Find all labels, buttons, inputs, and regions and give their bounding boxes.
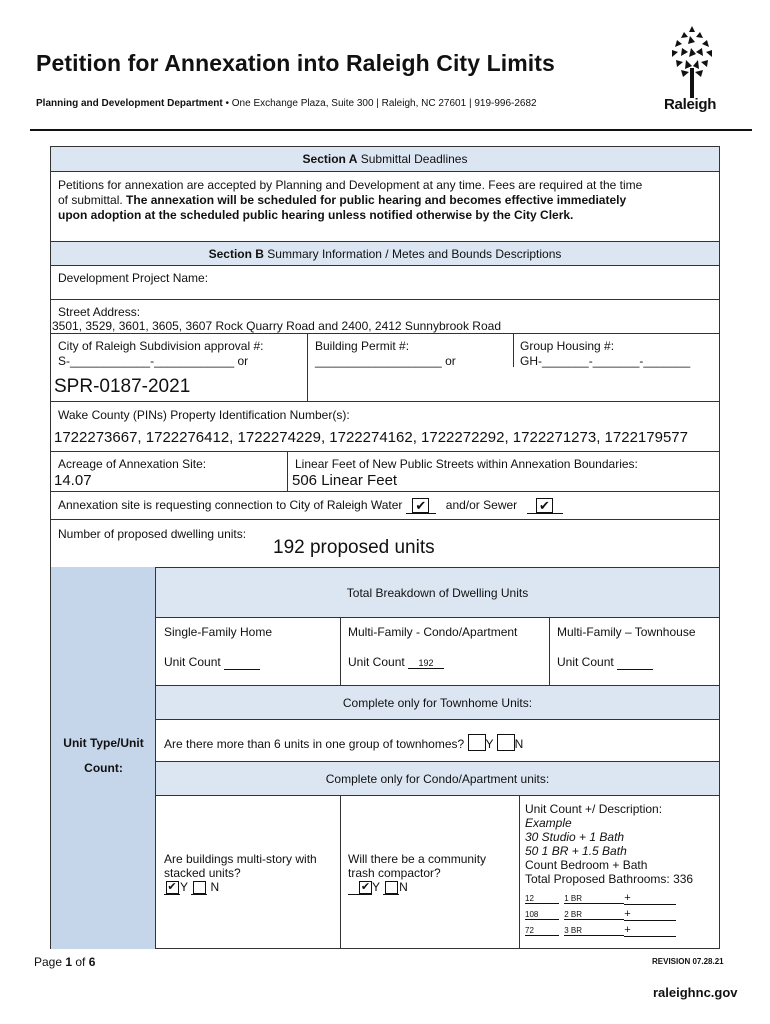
linear-feet-value: 506 Linear Feet xyxy=(292,472,398,489)
subdivision-label: City of Raleigh Subdivision approval #: xyxy=(58,339,264,353)
section-b-title: Summary Information / Metes and Bounds Descriptions xyxy=(263,247,562,261)
connection-label: Annexation site is requesting connection to City of Raleigh Water xyxy=(58,498,403,512)
unit-types-divider-1 xyxy=(340,618,341,685)
linear-feet-label: Linear Feet of New Public Streets within Annexation Boundaries: xyxy=(295,457,638,471)
townhome-question-row xyxy=(156,719,719,761)
townhome-question xyxy=(164,734,523,751)
section-a-body xyxy=(51,171,719,241)
section-b-header xyxy=(51,241,719,265)
condo-questions-row xyxy=(156,795,719,949)
page-prefix: Page xyxy=(34,955,66,969)
example-label: Example xyxy=(525,816,572,830)
townhome-yes-checkbox[interactable] xyxy=(468,734,486,751)
group-housing-blank[interactable]: GH-_______-_______-_______ xyxy=(520,354,691,368)
bedroom-count-1: 12 xyxy=(525,894,559,904)
section-a-title: Submittal Deadlines xyxy=(357,152,468,166)
example-1: 30 Studio + 1 Bath xyxy=(525,830,625,844)
section-a-header xyxy=(51,147,719,171)
example-2: 50 1 BR + 1.5 Bath xyxy=(525,844,627,858)
water-checkbox[interactable] xyxy=(406,498,436,514)
approval-divider-1 xyxy=(307,334,308,401)
compactor-yes-label: Y xyxy=(372,880,380,894)
section-a-label: Section A xyxy=(302,152,358,166)
project-name-row[interactable] xyxy=(51,265,719,299)
single-family-label: Single-Family Home xyxy=(164,625,273,639)
unit-count-label: Unit Count xyxy=(557,655,614,669)
group-housing-label: Group Housing #: xyxy=(520,339,615,353)
count-header: Count Bedroom + Bath xyxy=(525,858,648,872)
department-name: Planning and Development Department xyxy=(36,98,223,109)
multi-town-count[interactable] xyxy=(557,655,653,670)
approval-divider-2 xyxy=(513,334,514,367)
street-address-label: Street Address: xyxy=(58,305,141,319)
bedroom-row-2[interactable] xyxy=(525,908,676,921)
bedroom-row-1[interactable] xyxy=(525,892,676,905)
bedroom-type-3: 3 BR xyxy=(564,926,624,936)
multistory-yes-label: Y xyxy=(180,880,188,894)
pins-label: Wake County (PINs) Property Identification Number(s): xyxy=(58,408,350,422)
compactor-no-label: N xyxy=(399,880,408,894)
townhome-no-label: N xyxy=(514,737,524,751)
pins-row xyxy=(51,401,719,451)
compactor-q2: trash compactor? xyxy=(348,866,441,880)
townhome-header xyxy=(156,685,719,719)
condo-count-value: 192 xyxy=(408,658,444,669)
condo-header xyxy=(156,761,719,795)
condo-divider-1 xyxy=(340,796,341,949)
unit-type-label-line2: Count: xyxy=(84,761,123,775)
multi-town-label: Multi-Family – Townhouse xyxy=(557,625,696,639)
unit-type-label-line1: Unit Type/Unit xyxy=(63,736,144,750)
annexation-form xyxy=(50,146,720,949)
unit-type-sidebar xyxy=(51,567,156,949)
multistory-q1: Are buildings multi-story with xyxy=(164,852,317,866)
page-number: 1 xyxy=(65,955,73,969)
connection-text xyxy=(58,498,563,514)
compactor-no-checkbox[interactable] xyxy=(385,881,398,894)
connection-row xyxy=(51,491,719,519)
acreage-label: Acreage of Annexation Site: xyxy=(58,457,207,471)
townhome-question-text: Are there more than 6 units in one group of townhomes? xyxy=(164,737,465,751)
section-a-text-1: Petitions for annexation are accepted by Planning and Development at any time. Fees are required at the time xyxy=(58,178,643,192)
revision-label: REVISION 07.28.21 xyxy=(652,957,724,966)
dwelling-units-value: 192 proposed units xyxy=(273,537,435,558)
unit-count-label: Unit Count xyxy=(164,655,221,669)
section-a-text-2b: The annexation will be scheduled for public hearing and becomes effective immediately xyxy=(126,193,627,207)
sewer-label: and/or Sewer xyxy=(445,498,518,512)
bedroom-row-3[interactable] xyxy=(525,924,676,937)
permit-blank[interactable]: ___________________ or xyxy=(315,354,456,368)
total-bathrooms: Total Proposed Bathrooms: 336 xyxy=(525,872,694,886)
raleigh-logo-text: Raleigh xyxy=(664,96,717,113)
bedroom-plus-1: + xyxy=(624,892,676,905)
page-total: 6 xyxy=(88,955,96,969)
subdivision-blank[interactable]: S-____________-____________ or xyxy=(58,354,249,368)
townhome-no-checkbox[interactable] xyxy=(497,734,515,751)
page-of: of xyxy=(72,955,89,969)
bedroom-type-1: 1 BR xyxy=(564,894,624,904)
unit-type-label xyxy=(51,731,156,781)
condo-divider-2 xyxy=(519,796,520,949)
approval-numbers-row xyxy=(51,333,719,401)
bedroom-type-2: 2 BR xyxy=(564,910,624,920)
header-divider xyxy=(30,129,752,131)
section-a-text-2a: of submittal. xyxy=(58,193,127,207)
bedroom-count-2: 108 xyxy=(525,910,559,920)
section-a-text-2 xyxy=(58,193,626,207)
compactor-q1: Will there be a community xyxy=(348,852,487,866)
acreage-divider xyxy=(287,452,288,491)
section-a-text-3: upon adoption at the scheduled public hearing unless notified otherwise by the City Clerk. xyxy=(58,208,574,222)
multi-condo-label: Multi-Family - Condo/Apartment xyxy=(348,625,518,639)
sewer-checkbox[interactable] xyxy=(527,498,563,514)
permit-label: Building Permit #: xyxy=(315,339,410,353)
sewer-check-icon: ✔ xyxy=(536,498,553,513)
section-b-label: Section B xyxy=(208,247,264,261)
page-title: Petition for Annexation into Raleigh City Limits xyxy=(36,50,555,76)
unit-types-row xyxy=(156,617,719,685)
department-info xyxy=(36,98,537,109)
multistory-options xyxy=(164,880,219,895)
unit-types-divider-2 xyxy=(549,618,550,685)
dwelling-units-row xyxy=(51,519,719,567)
multistory-no-label: N xyxy=(210,880,220,894)
project-name-label: Development Project Name: xyxy=(58,271,209,285)
condo-title: Complete only for Condo/Apartment units: xyxy=(325,772,550,786)
department-address: • One Exchange Plaza, Suite 300 | Raleigh, NC 27601 | 919-996-2682 xyxy=(222,98,537,109)
desc-label: Unit Count +/ Description: xyxy=(525,802,663,816)
dwelling-units-label: Number of proposed dwelling units: xyxy=(58,527,247,541)
subdivision-value: SPR-0187-2021 xyxy=(54,376,191,397)
townhome-yes-label: Y xyxy=(485,737,494,751)
acreage-value: 14.07 xyxy=(54,472,92,489)
multistory-yes-checkbox[interactable]: ✔ xyxy=(167,881,177,894)
page-indicator xyxy=(34,955,95,969)
multi-condo-count[interactable] xyxy=(348,655,444,669)
bedroom-plus-2: + xyxy=(624,908,676,921)
compactor-options xyxy=(348,880,408,895)
breakdown-title: Total Breakdown of Dwelling Units xyxy=(346,586,529,600)
townhome-title: Complete only for Townhome Units: xyxy=(342,696,533,710)
street-address-row[interactable] xyxy=(51,299,719,333)
breakdown-header xyxy=(156,567,719,617)
pins-value: 1722273667, 1722276412, 1722274229, 1722274162, 1722272292, 1722271273, 1722179577 xyxy=(54,429,688,446)
acreage-row xyxy=(51,451,719,491)
single-family-count[interactable] xyxy=(164,655,260,670)
compactor-yes-checkbox[interactable]: ✔ xyxy=(360,881,371,894)
multistory-no-checkbox[interactable] xyxy=(193,881,206,894)
bedroom-count-3: 72 xyxy=(525,926,559,936)
website-label: raleighnc.gov xyxy=(653,985,738,1000)
water-check-icon: ✔ xyxy=(412,498,429,513)
street-address-value: 3501, 3529, 3601, 3605, 3607 Rock Quarry Road and 2400, 2412 Sunnybrook Road xyxy=(52,319,501,333)
bedroom-plus-3: + xyxy=(624,924,676,937)
multistory-q2: stacked units? xyxy=(164,866,241,880)
unit-count-label: Unit Count xyxy=(348,655,405,669)
